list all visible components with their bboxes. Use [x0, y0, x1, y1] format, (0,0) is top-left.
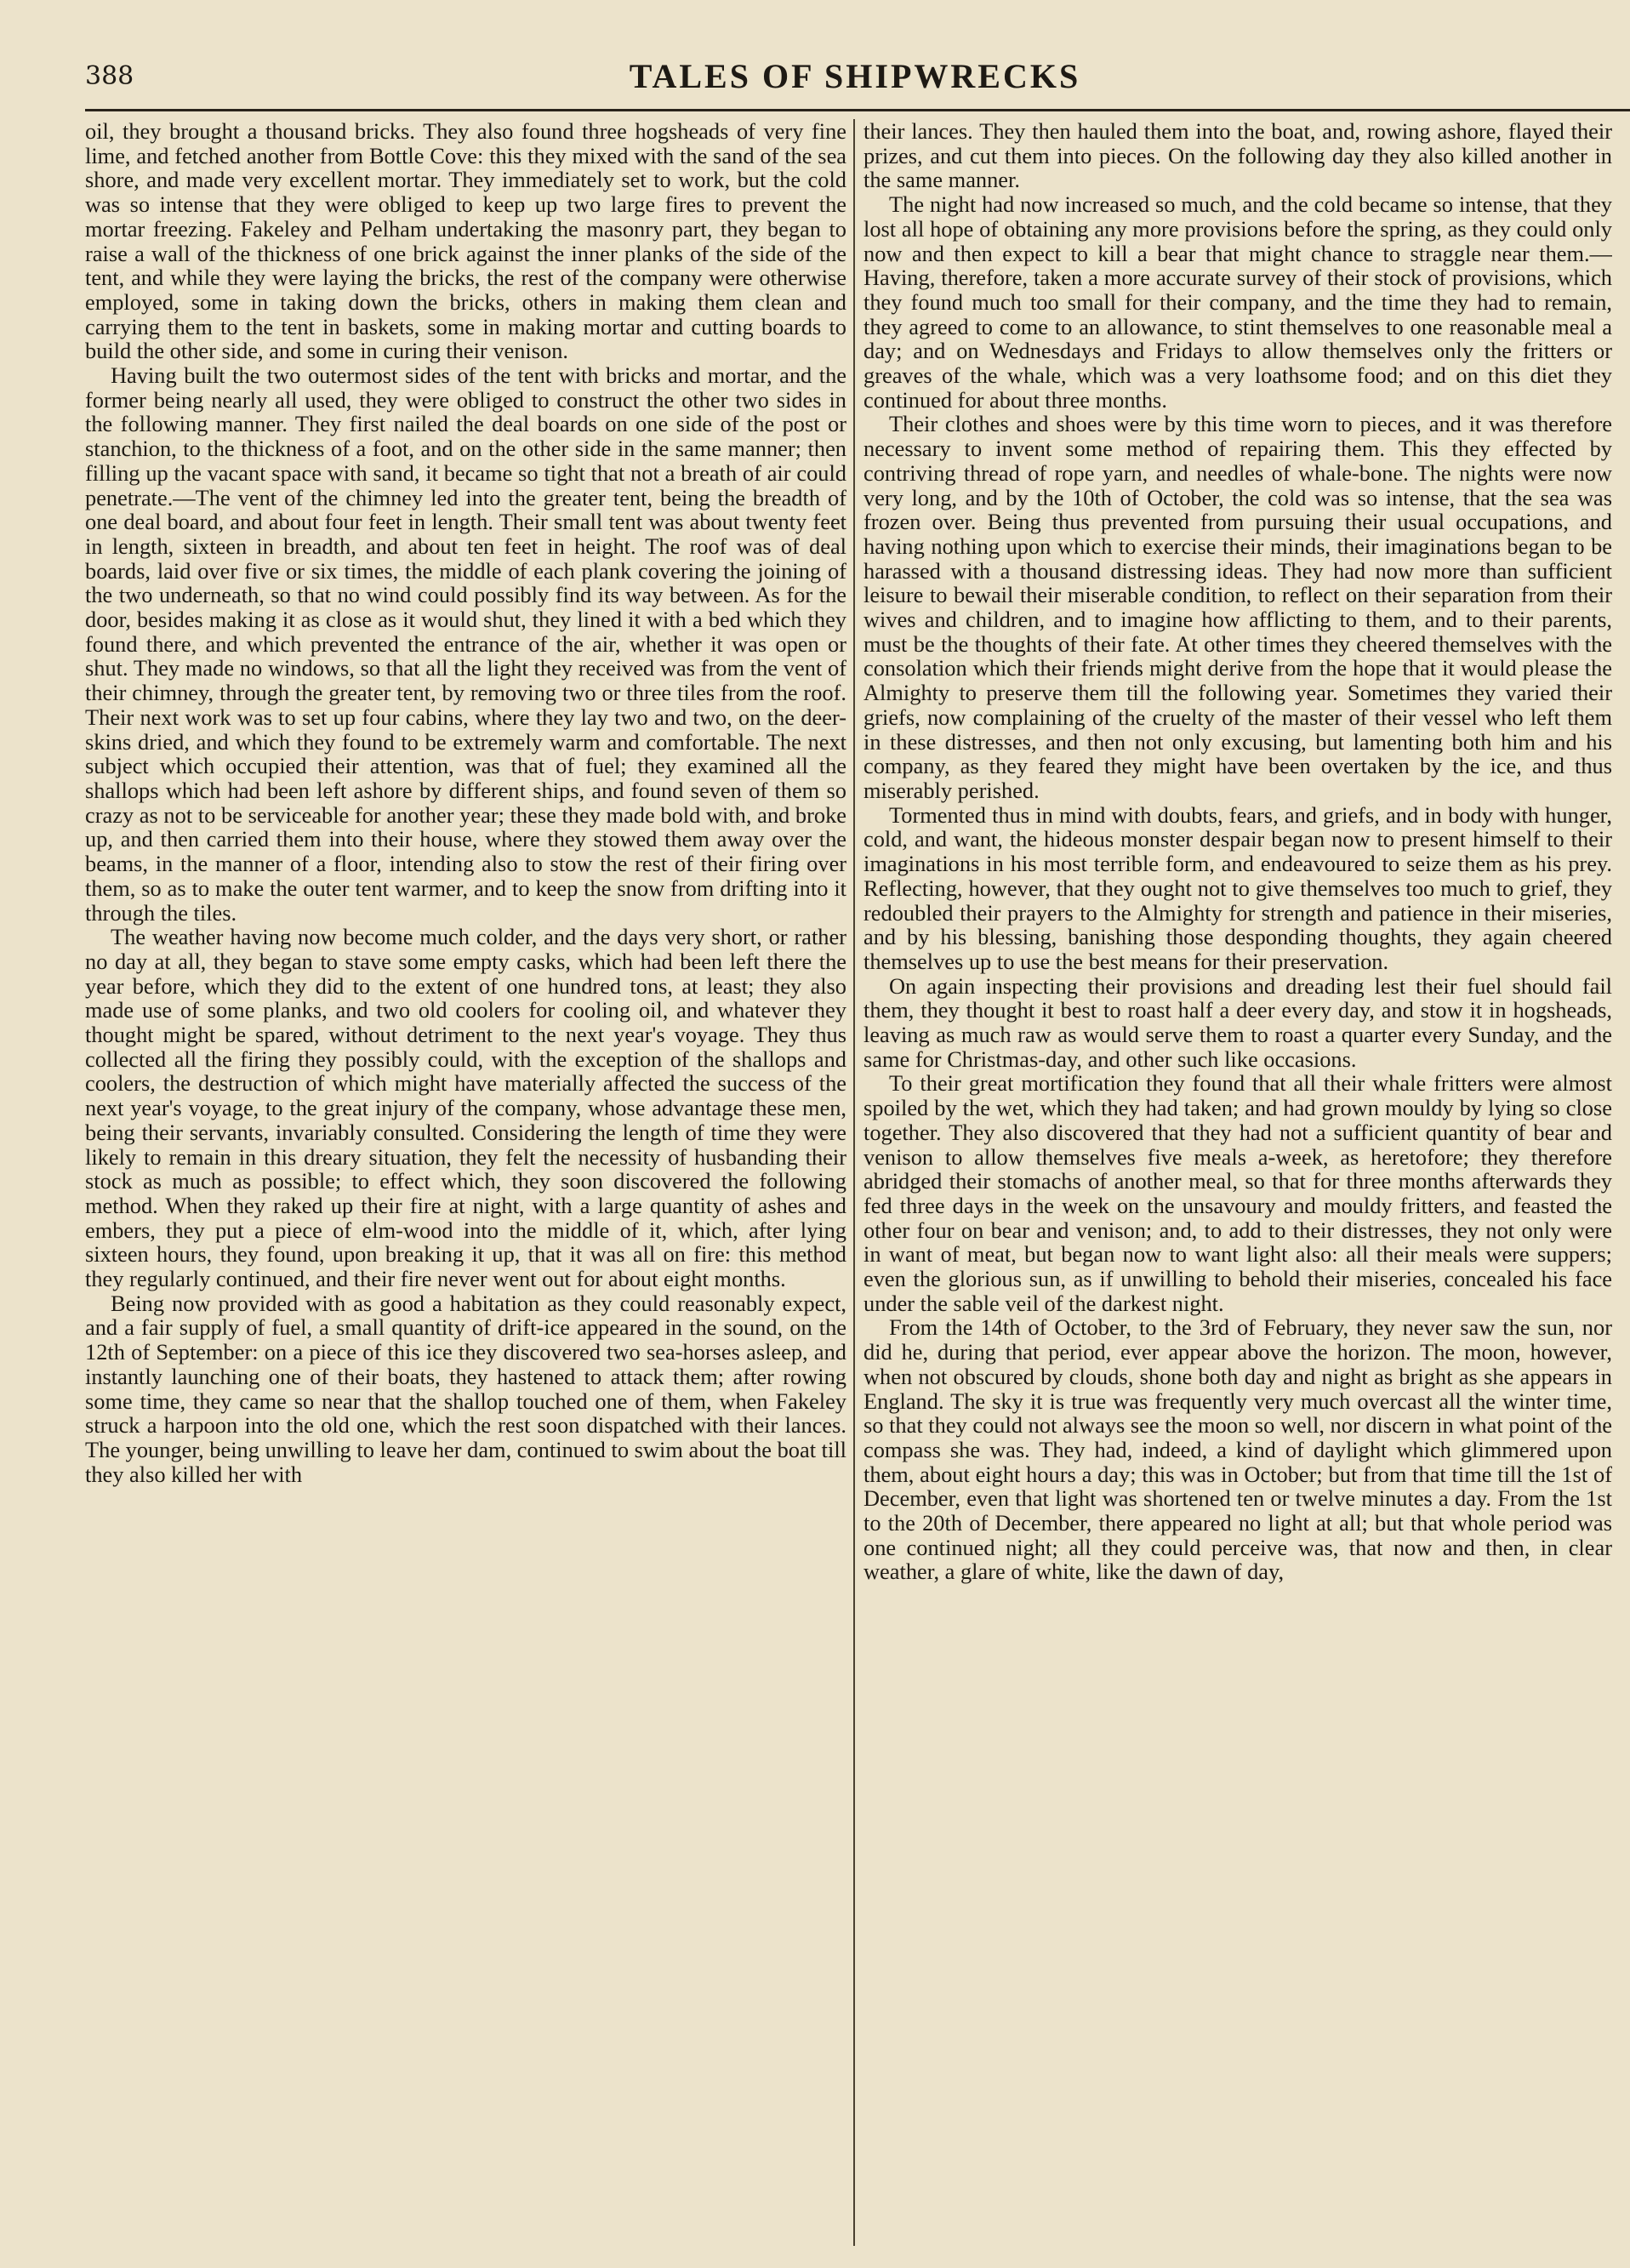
paragraph: To their great mortification they found that all their whale fritters were almost spoiled by the wet, which they had taken; and had grown mouldy by lying so close together. They also discovered that they had not a sufficient quantity of bear and venison to allow themselves five meals a-week, as heretofore; they therefore abridged their stomachs of another meal, so that for three months afterwards they fed three days in the week on the unsavoury and mouldy fritters, and feasted the other four on bear and venison; and, to add to their distresses, they not only were in want of meat, but began now to want light also: all their meals were suppers; even the glorious sun, as if unwilling to behold their miseries, concealed his face under the sable veil of the darkest night.	[863, 1070, 1612, 1316]
paragraph: Their clothes and shoes were by this time worn to pieces, and it was therefore necessary to invent some method of repairing them. This they effected by contriving thread of rope yarn, and needles of whale-bone. The nights were now very long, and by the 10th of October, the cold was so intense, that the sea was frozen over. Being thus prevented from pursuing their usual occupations, and having nothing upon which to exercise their minds, their imaginations began to be harassed with a thousand distressing ideas. They had now more than sufficient leisure to bewail their miserable condition, to reflect on their separation from their wives and children, and to imagine how afflicting to them, and to their parents, must be the thoughts of their fate. At other times they cheered themselves with the consolation which their friends might derive from the hope that it would please the Almighty to preserve them till the following year. Sometimes they varied their griefs, now complaining of the cruelty of the master of their vessel who left them in these distresses, and then not only excusing, but lamenting both him and his company, as they feared they might have been overtaken by the ice, and thus miserably perished.	[863, 411, 1612, 803]
right-column	[863, 119, 1612, 2237]
page-header	[77, 49, 1630, 100]
column-divider	[853, 119, 855, 2246]
page-number: 388	[85, 61, 134, 91]
paragraph: From the 14th of October, to the 3rd of February, they never saw the sun, nor did he, during that period, ever appear above the horizon. The moon, however, when not obscured by clouds, shone both day and night as bright as she appears in England. The sky it is true was frequently very much overcast all the winter time, so that they could not always see the moon so well, nor discern in what point of the compass she was. They had, indeed, a kind of daylight which glimmered upon them, about eight hours a day; this was in October; but from that time till the 1st of December, even that light was shortened ten or twelve minutes a day. From the 1st to the 20th of December, there appeared no light at all; but that whole period was one continued night; all they could perceive was, that now and then, in clear weather, a glare of white, like the dawn of day,	[863, 1314, 1612, 1585]
paragraph: Tormented thus in mind with doubts, fears, and griefs, and in body with hunger, cold, and want, the hideous monster despair began now to present himself to their imaginations in his most terrible form, and endeavoured to seize them as his prey. Reflecting, however, that they ought not to give themselves too much to grief, they redoubled their prayers to the Almighty for strength and patience in their miseries, and by his blessing, banishing those desponding thoughts, they again cheered themselves up to use the best means for their preservation.	[863, 801, 1612, 974]
paragraph: The weather having now become much colder, and the days very short, or rather no day at all, they began to stave some empty casks, which had been left there the year before, which they did to the extent of one hundred tons, at least; they also made use of some planks, and two old coolers for cooling oil, and whatever they thought might be spared, without detriment to the next year's voyage. They thus collected all the firing they possibly could, with the exception of the shallops and coolers, the destruction of which might have materially affected the success of the next year's voyage, to the great injury of the company, whose advantage these men, being their servants, invariably consulted. Considering the length of time they were likely to remain in this dreary situation, they felt the necessity of husbanding their stock as much as possible; to effect which, they soon discovered the following method. When they raked up their fire at night, with a large quantity of ashes and embers, they put a piece of elm-wood into the middle of it, which, after lying sixteen hours, they found, upon breaking it up, that it was all on fire: this method they regularly continued, and their fire never went out for about eight months.	[85, 924, 846, 1292]
paragraph: Being now provided with as good a habitation as they could reasonably expect, and a fair supply of fuel, a small quantity of drift-ice appeared in the sound, on the 12th of September: on a piece of this ice they discovered two sea-horses asleep, and instantly launching one of their boats, they hastened to attack them; after rowing some time, they came so near that the shallop touched one of them, when Fakeley struck a harpoon into the old one, which the rest soon dispatched with their lances. The younger, being unwilling to leave her dam, continued to swim about the boat till they also killed her with	[85, 1290, 846, 1487]
paragraph: Having built the two outermost sides of the tent with bricks and mortar, and the former being nearly all used, they were obliged to construct the other two sides in the following manner. They first nailed the deal boards on one side of the post or stanchion, to the thickness of a foot, and on the other side in the same manner; then filling up the vacant space with sand, it became so tight that not a breath of air could penetrate.—The vent of the chimney led into the greater tent, being the breadth of one deal board, and about four feet in length. Their small tent was about twenty feet in length, sixteen in breadth, and about ten feet in height. The roof was of deal boards, laid over five or six times, the middle of each plank covering the joining of the two underneath, so that no wind could possibly find its way between. As for the door, besides making it as close as it would shut, they lined it with a bed which they found there, and which prevented the entrance of the air, whether it was open or shut. They made no windows, so that all the light they received was from the vent of their chimney, through the greater tent, by removing two or three tiles from the roof. Their next work was to set up four cabins, where they lay two and two, on the deer-skins dried, and which they found to be extremely warm and comfortable. The next subject which occupied their attention, was that of fuel; they examined all the shallops which had been left ashore by different ships, and found seven of them so crazy as not to be serviceable for another year; these they made bold with, and broke up, and then carried them into their house, where they stowed them away over the beams, in the manner of a floor, intending also to stow the rest of their firing over them, so as to make the outer tent warmer, and to keep the snow from drifting into it through the tiles.	[85, 362, 846, 926]
header-rule	[85, 109, 1630, 111]
paragraph: their lances. They then hauled them into the boat, and, rowing ashore, flayed their prizes, and cut them into pieces. On the following day they also killed another in the same manner.	[863, 119, 1612, 193]
paragraph: The night had now increased so much, and the cold became so intense, that they lost all hope of obtaining any more provisions before the spring, as they could only now and then expect to kill a bear that might chance to straggle near them.—Having, therefore, taken a more accurate survey of their stock of provisions, which they found much too small for their company, and the time they had to remain, they agreed to come to an allowance, to stint themselves to one reasonable meal a day; and on Wednesdays and Fridays to allow themselves only the fritters or greaves of the whale, which was a very loathsome food; and on this diet they continued for about three months.	[863, 191, 1612, 413]
paragraph: On again inspecting their provisions and dreading lest their fuel should fail them, they thought it best to roast half a deer every day, and stow it in hogsheads, leaving as much raw as would serve them to roast a quarter every Sunday, and the same for Christmas-day, and other such like occasions.	[863, 972, 1612, 1072]
paragraph: oil, they brought a thousand bricks. They also found three hogsheads of very fine lime, and fetched another from Bottle Cove: this they mixed with the sand of the sea shore, and made very excellent mortar. They immediately set to work, but the cold was so intense that they were obliged to keep up two large fires to prevent the mortar freezing. Fakeley and Pelham undertaking the masonry part, they began to raise a wall of the thickness of one brick against the inner planks of the side of the tent, and while they were laying the bricks, the rest of the company were otherwise employed, some in taking down the bricks, others in making them clean and carrying them to the tent in baskets, some in making mortar and cutting boards to build the other side, and some in curing their venison.	[85, 119, 846, 364]
left-column	[85, 119, 846, 2237]
running-title: TALES OF SHIPWRECKS	[629, 57, 1081, 95]
text-columns	[85, 119, 1625, 2246]
